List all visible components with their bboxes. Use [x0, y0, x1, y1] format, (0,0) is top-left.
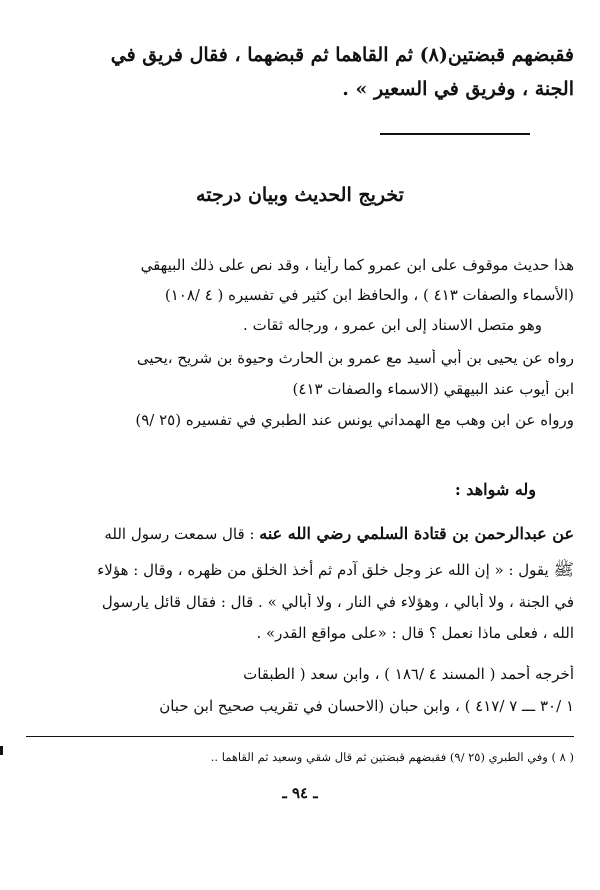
text-line: في الجنة ، ولا أبالي ، وهؤلاء في النار ، ولا أبالي » . قال : فقال قائل يارسول	[101, 593, 574, 611]
text-segment: يقول : « إن الله عز وجل خلق آدم ثم أخذ الخلق من ظهره ، وقال : هؤلاء	[97, 561, 554, 579]
witnesses-heading: وله شواهد :	[454, 480, 536, 499]
text-line: الله ، فعلى ماذا نعمل ؟ قال : «على مواقع القدر» .	[256, 624, 574, 642]
page-number: ـ ٩٤ ـ	[282, 784, 318, 802]
text-line: أخرجه أحمد ( المسند ٤ /١٨٦ ) ، وابن سعد ( الطبقات	[243, 665, 574, 683]
footnote: ( ٨ ) وفي الطبري (٢٥ /٩) فقبضهم قبضتين ثم قال شقي وسعيد ثم القاهما ..	[210, 750, 574, 764]
footnote-separator	[26, 736, 574, 737]
salutation-glyph: ﷺ	[553, 560, 574, 580]
section-title: تخريج الحديث وبيان درجته	[196, 184, 404, 206]
text-line: ابن أيوب عند البيهقي (الاسماء والصفات ٤١٣)	[292, 380, 574, 398]
text-line	[26, 524, 574, 543]
text-line: فقبضهم قبضتين(٨) ثم القاهما ثم قبضهما ، فقال فريق في	[110, 44, 574, 66]
section-divider	[380, 133, 530, 135]
text-line: رواه عن يحيى بن أبي أسيد مع عمرو بن الحارث وحيوة بن شريح ،يحيى	[136, 349, 574, 367]
narrator-name: عن عبدالرحمن بن قتادة السلمي رضي الله عنه	[259, 524, 574, 543]
text-line: (الأسماء والصفات ٤١٣ ) ، والحافظ ابن كثير في تفسيره ( ٤ /١٠٨)	[164, 286, 574, 304]
text-line: ١ /٣٠ ـــ ٧ /٤١٧ ) ، وابن حبان (الاحسان في تقريب صحيح ابن حبان	[159, 697, 574, 715]
text-line: ورواه عن ابن وهب مع الهمداني يونس عند الطبري في تفسيره (٢٥ /٩)	[135, 411, 574, 429]
text-line: هذا حديث موقوف على ابن عمرو كما رأينا ، وقد نص على ذلك البيهقي	[140, 256, 574, 274]
text-segment: : قال سمعت رسول الله	[104, 525, 260, 543]
scan-mark	[0, 746, 3, 755]
text-line: وهو متصل الاسناد إلى ابن عمرو ، ورجاله ثقات .	[243, 316, 542, 334]
text-line: الجنة ، وفريق في السعير » .	[342, 78, 574, 100]
text-line	[26, 559, 574, 584]
